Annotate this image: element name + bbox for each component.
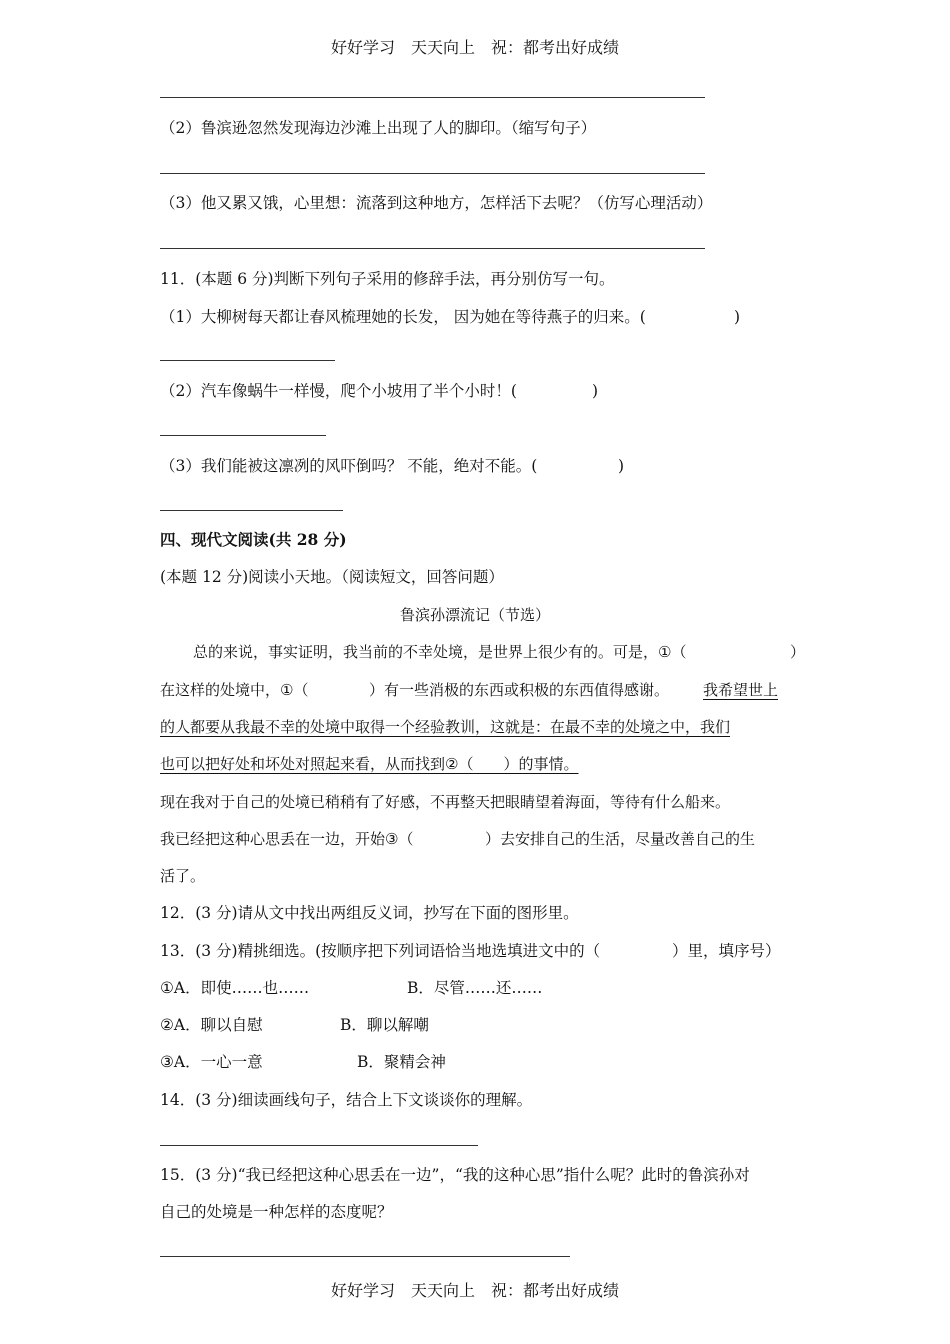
q15-line-2: 自己的处境是一种怎样的态度呢？ [160,1203,393,1221]
passage-line: 在这样的处境中，①（ [160,681,309,699]
reading-intro: (本题 12 分)阅读小天地。（阅读短文，回答问题） [160,568,504,586]
answer-line[interactable] [160,435,326,436]
passage-line: ）去安排自己的生活，尽量改善自己的生 [485,830,756,848]
q11-title: 11．(本题 6 分)判断下列句子采用的修辞手法，再分别仿写一句。 [160,270,615,288]
q12: 12．(3 分)请从文中找出两组反义词，抄写在下面的图形里。 [160,904,579,922]
q11-item-3-close: ) [618,457,625,475]
q13-title-end: ）里，填序号） [672,942,781,960]
option-a[interactable]: ③A．一心一意 [160,1053,263,1071]
passage-line: 活了。 [160,867,206,885]
passage-blank-close: ） [790,643,806,661]
answer-line[interactable] [160,360,335,361]
answer-line[interactable] [160,1256,570,1257]
answer-line[interactable] [160,1145,478,1146]
answer-line[interactable] [160,173,705,174]
option-a[interactable]: ①A．即使……也…… [160,979,310,997]
q15-line-1: 15．(3 分)“我已经把这种心思丢在一边”，“我的这种心思”指什么呢？此时的鲁滨孙对 [160,1166,750,1184]
q14: 14．(3 分)细读画线句子，结合上下文谈谈你的理解。 [160,1091,533,1109]
q13-title: 13．(3 分)精挑细选。(按顺序把下列词语恰当地选填进文中的（ [160,942,601,960]
underlined-sentence: 的人都要从我最不幸的处境中取得一个经验教训，这就是：在最不幸的处境之中，我们 [160,718,731,736]
passage-line: 现在我对于自己的处境已稍稍有了好感，不再整天把眼睛望着海面，等待有什么船来。 [160,793,731,811]
page-footer: 好好学习 天天向上 祝：都考出好成绩 [330,1281,619,1300]
section-heading: 四、现代文阅读(共 28 分) [160,530,347,549]
q11-item-3: （3）我们能被这凛冽的风吓倒吗？ 不能，绝对不能。( [160,457,538,475]
passage-line: 总的来说，事实证明，我当前的不幸处境，是世界上很少有的。可是，①（ [193,643,687,661]
passage-title: 鲁滨孙漂流记（节选） [399,606,550,624]
passage-line: 我已经把这种心思丢在一边，开始③（ [160,830,414,848]
q11-item-2: （2）汽车像蜗牛一样慢，爬个小坡用了半个小时！( [160,382,517,400]
q11-item-1: （1）大柳树每天都让春风梳理她的长发， 因为她在等待燕子的归来。( [160,308,646,326]
q11-item-1-close: ) [734,308,741,326]
q10-item-3: （3）他又累又饿，心里想：流落到这种地方，怎样活下去呢？（仿写心理活动） [160,194,713,212]
passage-line: ）有一些消极的东西或积极的东西值得感谢。 [369,681,670,699]
page-header: 好好学习 天天向上 祝：都考出好成绩 [330,38,619,57]
answer-line[interactable] [160,248,705,249]
underlined-sentence: 也可以把好处和坏处对照起来看，从而找到②（ ）的事情。 [160,755,579,773]
option-b[interactable]: B．尽管……还…… [407,979,543,997]
q11-item-2-close: ) [592,382,599,400]
option-a[interactable]: ②A．聊以自慰 [160,1016,263,1034]
answer-line[interactable] [160,510,343,511]
option-b[interactable]: B．聊以解嘲 [340,1016,429,1034]
answer-line[interactable] [160,97,705,98]
option-b[interactable]: B．聚精会神 [357,1053,446,1071]
q10-item-2: （2）鲁滨逊忽然发现海边沙滩上出现了人的脚印。（缩写句子） [160,119,597,137]
underlined-sentence: 我希望世上 [703,681,779,699]
